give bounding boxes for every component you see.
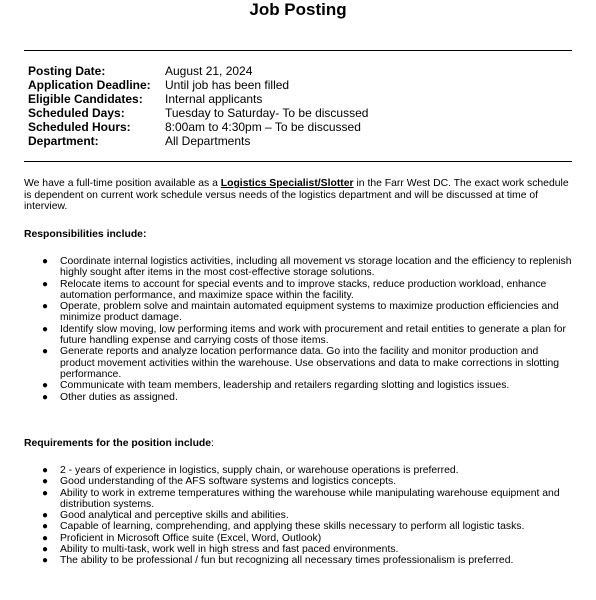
bullet-icon: ● — [42, 465, 49, 476]
detail-label: Scheduled Hours: — [28, 120, 131, 134]
intro-paragraph — [24, 178, 572, 213]
list-item-text: Proficient in Microsoft Office suite (Excel, Word, Outlook) — [60, 532, 322, 544]
detail-value: August 21, 2024 — [165, 64, 253, 78]
detail-value: Tuesday to Saturday- To be discussed — [165, 106, 369, 120]
posting-details — [28, 64, 368, 148]
list-item — [24, 555, 572, 566]
bullet-icon: ● — [42, 510, 49, 522]
bullet-icon: ● — [42, 301, 49, 313]
detail-label: Scheduled Days: — [28, 106, 125, 120]
list-item-text: Ability to work in extreme temperatures withing the warehouse while manipulating warehouse equipment and distribution systems. — [60, 487, 560, 510]
detail-row — [28, 64, 368, 78]
requirements-heading-colon: : — [211, 438, 214, 449]
bullet-icon: ● — [42, 278, 49, 290]
list-item-text: Coordinate internal logistics activities, including all movement vs storage location and the efficiency to replenish highly sought after items in the most cost-effective storage solutions. — [60, 256, 572, 279]
requirements-heading — [24, 438, 214, 450]
list-item — [24, 380, 572, 391]
bullet-icon: ● — [42, 521, 49, 533]
bullet-icon: ● — [42, 323, 49, 335]
list-item-text: Good analytical and perceptive skills and abilities. — [60, 510, 289, 522]
list-item-text: Relocate items to account for special events and to improve stacks, reduce production workload, enhance automation performance, and maximize space within the facility. — [60, 278, 547, 301]
list-item-text: The ability to be professional / fun but recognizing all necessary times professionalism is preferred. — [60, 555, 514, 567]
bullet-icon: ● — [42, 380, 49, 392]
detail-value: 8:00am to 4:30pm – To be discussed — [165, 120, 361, 134]
list-item-text: Identify slow moving, low performing items and work with procurement and retail entities to generate a plan for future handling expense and carrying costs of those items. — [60, 323, 566, 347]
list-item — [24, 521, 572, 532]
bullet-icon: ● — [42, 346, 49, 358]
detail-row — [28, 78, 368, 92]
detail-row — [28, 120, 368, 134]
intro-text-end: in the Farr West DC. The exact work schedule is dependent on current work schedule versus needs of the logistics department and will be discussed at time of interview. — [24, 178, 569, 212]
middle-divider — [24, 161, 572, 162]
list-item — [24, 533, 572, 544]
list-item — [24, 465, 572, 476]
list-item — [24, 279, 572, 302]
bullet-icon: ● — [42, 476, 49, 488]
list-item — [24, 544, 572, 555]
detail-row — [28, 92, 368, 106]
detail-value: Internal applicants — [165, 92, 263, 106]
detail-value: All Departments — [165, 134, 251, 148]
top-divider — [24, 50, 572, 51]
list-item-text: Generate reports and analyze location performance data. Go into the facility and monitor production and product movement activities within the warehouse. Use observations and data to make corrections in slotting performance. — [60, 346, 560, 380]
detail-row — [28, 106, 368, 120]
intro-text-start: We have a full-time position available as a — [24, 178, 221, 189]
bullet-icon: ● — [42, 544, 49, 556]
list-item-text: 2 - years of experience in logistics, supply chain, or warehouse operations is preferred. — [60, 465, 459, 476]
bullet-icon: ● — [42, 391, 49, 403]
detail-label: Application Deadline: — [28, 78, 151, 92]
detail-label: Department: — [28, 134, 99, 148]
bullet-icon: ● — [42, 256, 49, 267]
list-item — [24, 392, 572, 403]
responsibilities-heading: Responsibilities include: — [24, 229, 147, 240]
bullet-icon: ● — [42, 487, 49, 499]
job-title-link: Logistics Specialist/Slotter — [220, 178, 354, 189]
requirements-list — [24, 465, 572, 567]
responsibilities-list — [24, 256, 572, 403]
list-item-text: Ability to multi-task, work well in high stress and fast paced environments. — [60, 544, 399, 556]
bullet-icon: ● — [42, 555, 49, 567]
list-item — [24, 510, 572, 521]
list-item — [24, 476, 572, 487]
bullet-icon: ● — [42, 532, 49, 544]
list-item — [24, 301, 572, 324]
list-item-text: Good understanding of the AFS software systems and logistics concepts. — [60, 476, 397, 488]
list-item-text: Other duties as assigned. — [60, 391, 178, 403]
list-item-text: Capable of learning, comprehending, and applying these skills necessary to perform all logistic tasks. — [60, 521, 525, 533]
detail-value: Until job has been filled — [165, 78, 290, 92]
detail-label: Eligible Candidates: — [28, 92, 143, 106]
list-item-text: Communicate with team members, leadership and retailers regarding slotting and logistics issues. — [60, 380, 510, 392]
requirements-heading-text: Requirements for the position include — [24, 438, 212, 449]
list-item — [24, 488, 572, 511]
list-item — [24, 346, 572, 380]
detail-label: Posting Date: — [28, 64, 106, 78]
list-item-text: Operate, problem solve and maintain automated equipment systems to maximize production efficiencies and minimize product damage. — [60, 301, 559, 324]
list-item — [24, 324, 572, 347]
page-title: Job Posting — [249, 0, 347, 19]
list-item — [24, 256, 572, 279]
detail-row — [28, 134, 368, 148]
